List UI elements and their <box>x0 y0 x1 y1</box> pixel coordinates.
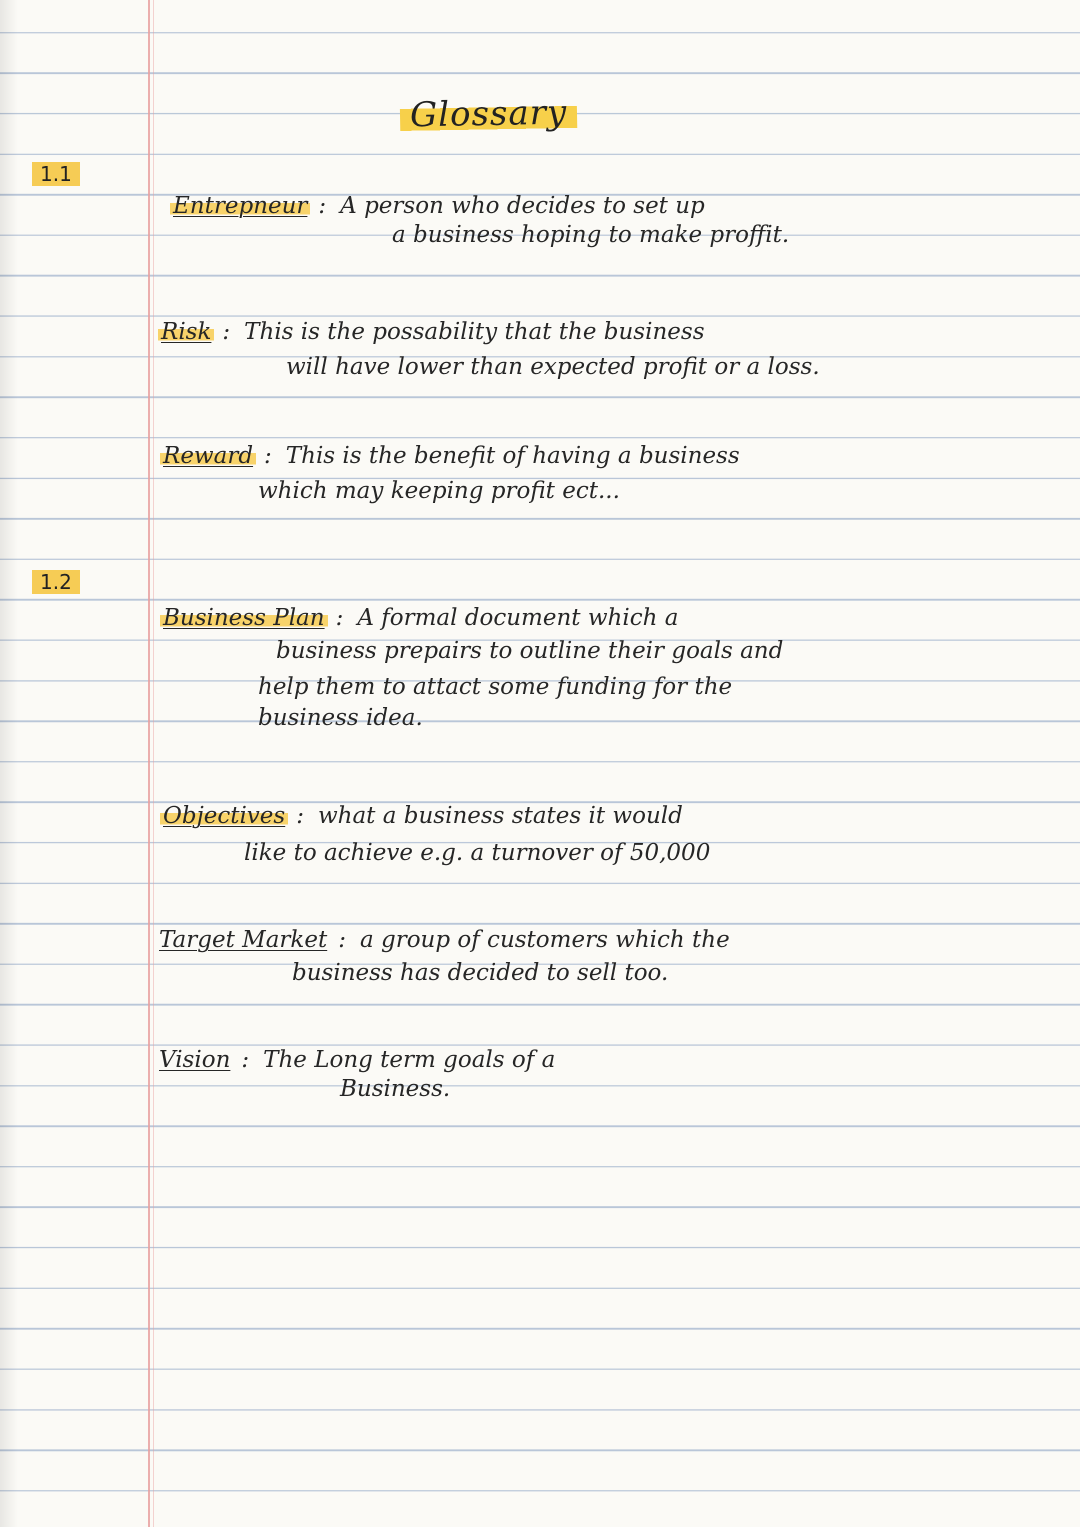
glossary-entry-business-plan: Business Plan : A formal document which a business prepairs to outline their goals and help them to attact some funding for the business idea. <box>160 598 783 738</box>
glossary-entry-entrepreneur: Entrepneur : A person who decides to set up a business hoping to make proffit. <box>170 186 789 255</box>
definition-line: The Long term goals of a <box>263 1047 556 1073</box>
definition-line: A formal document which a <box>357 605 679 631</box>
definition-line: a group of customers which the <box>359 927 730 953</box>
glossary-entry-target-market: Target Market : a group of customers which the business has decided to sell too. <box>156 920 730 993</box>
page-edge-shadow <box>0 0 18 1527</box>
term-label: Entrepneur <box>170 193 310 219</box>
definition-line: like to achieve e.g. a turnover of 50,000 <box>244 839 711 866</box>
section-label-1-1: 1.1 <box>32 162 80 186</box>
term-label: Target Market <box>159 927 328 953</box>
definition-line: Business. <box>340 1075 451 1102</box>
margin-line-secondary <box>153 0 154 1527</box>
definition-line: help them to attact some funding for the <box>258 674 733 700</box>
page-title: Glossary <box>400 90 578 137</box>
glossary-entry-reward: Reward : This is the benefit of having a business which may keeping profit ect... <box>160 436 740 511</box>
margin-line <box>148 0 150 1527</box>
definition-line: business has decided to sell too. <box>292 959 669 986</box>
term-label: Reward <box>160 443 256 469</box>
term-label: Risk <box>158 319 214 345</box>
glossary-entry-risk: Risk : This is the possability that the business will have lower than expected profit or a loss. <box>158 312 820 387</box>
definition-line: business prepairs to outline their goals and <box>276 637 784 664</box>
term-label: Business Plan <box>160 605 328 631</box>
definition-line: A person who decides to set up <box>340 193 705 219</box>
term-label: Vision <box>159 1047 231 1073</box>
glossary-entry-objectives: Objectives : what a business states it would like to achieve e.g. a turnover of 50,000 <box>160 796 710 873</box>
definition-line: This is the benefit of having a business <box>285 443 740 469</box>
definition-line: business idea. <box>258 704 423 731</box>
term-label: Objectives <box>160 803 288 829</box>
glossary-entry-vision: Vision : The Long term goals of a Business. <box>156 1040 555 1109</box>
definition-line: will have lower than expected profit or a loss. <box>286 353 820 380</box>
definition-line: which may keeping profit ect... <box>258 477 620 504</box>
definition-line: what a business states it would <box>317 803 683 829</box>
definition-line: This is the possability that the business <box>244 319 705 345</box>
definition-line: a business hoping to make proffit. <box>392 221 790 248</box>
section-label-1-2: 1.2 <box>32 570 80 594</box>
